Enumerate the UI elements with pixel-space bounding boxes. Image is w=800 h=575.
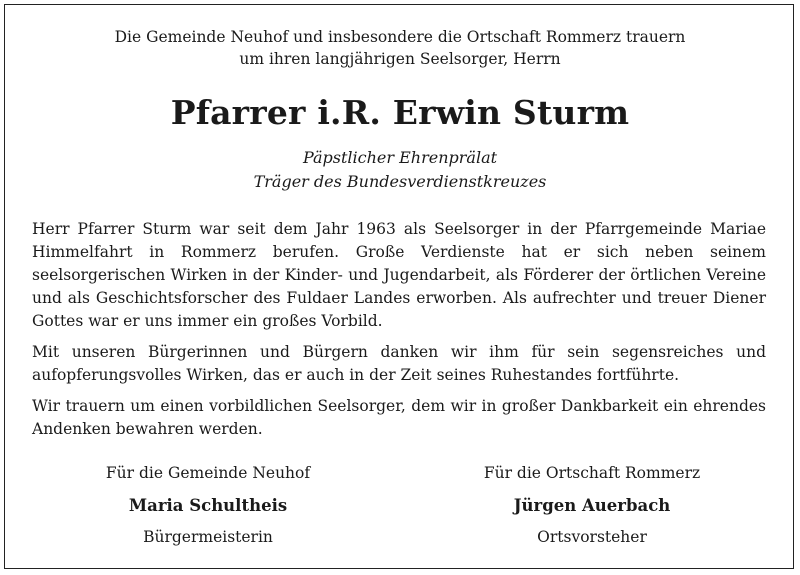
paragraph-2: Mit unseren Bürgerinnen und Bürgern danken wir ihm für sein segensreiches und aufopferungsvolles Wirken, das er auch in der Zeit seines Ruhestandes fortführte.: [32, 343, 766, 384]
signature-left-role: Für die Gemeinde Neuhof: [105, 464, 311, 482]
intro-line-2: um ihren langjährigen Seelsorger, Herrn: [239, 50, 561, 68]
signature-left-name: Maria Schultheis: [128, 496, 288, 515]
signature-right: [432, 462, 752, 548]
signature-left-title: Bürgermeisterin: [143, 528, 273, 546]
signature-left: [48, 462, 368, 548]
signature-right-role: Für die Ortschaft Rommerz: [483, 464, 701, 482]
intro-line-1: Die Gemeinde Neuhof und insbesondere die Ortschaft Rommerz trauern: [114, 28, 686, 46]
deceased-name: Pfarrer i.R. Erwin Sturm: [170, 93, 630, 132]
signature-right-name: Jürgen Auerbach: [513, 496, 671, 515]
paragraph-1: Herr Pfarrer Sturm war seit dem Jahr 1963 als Seelsorger in der Pfarrgemeinde Mariae Himmelfahrt in Rommerz berufen. Große Verdienste hat er sich neben seinem seelsorgerischen Wirken in der Kinder- und Jugendarbeit, als Förderer der örtlichen Vereine und als Geschichtsforscher des Fuldaer Landes erworben. Als aufrechter und treuer Diener Gottes war er uns immer ein großes Vorbild.: [32, 220, 766, 330]
title-line-2: Träger des Bundesverdienstkreuzes: [253, 172, 547, 191]
body-text: [32, 218, 766, 449]
intro-text: [0, 26, 800, 70]
honorary-titles: [0, 146, 800, 194]
paragraph-3: Wir trauern um einen vorbildlichen Seelsorger, dem wir in großer Dankbarkeit ein ehrendes Andenken bewahren werden.: [32, 397, 766, 438]
title-line-1: Päpstlicher Ehrenprälat: [302, 148, 498, 167]
signature-right-title: Ortsvorsteher: [537, 528, 647, 546]
